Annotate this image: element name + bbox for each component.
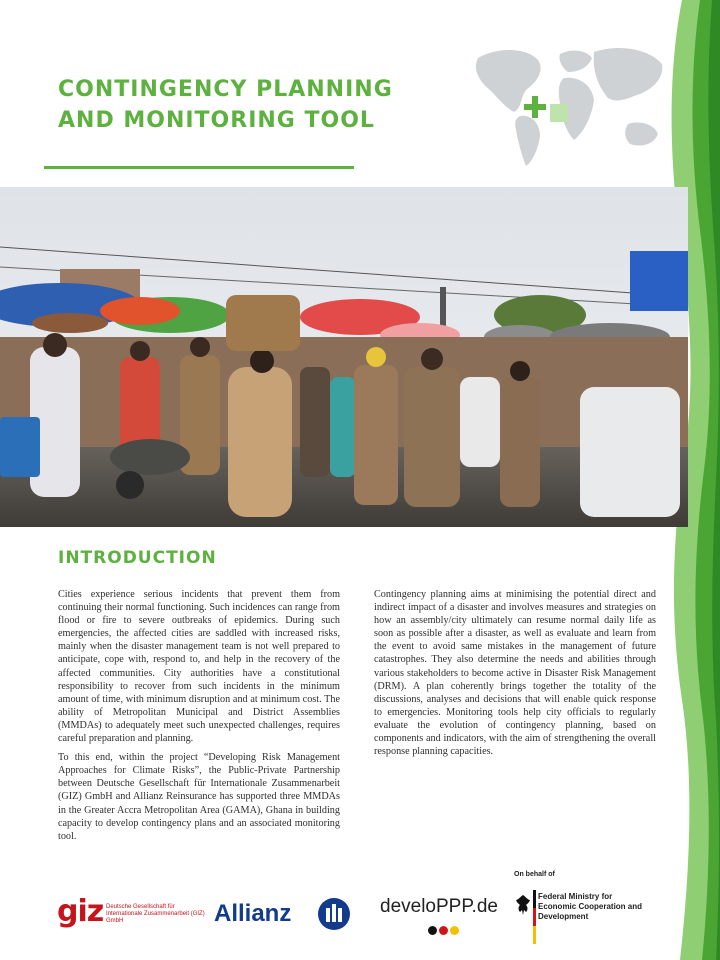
intro-paragraph: To this end, within the project “Developing Risk Management Approaches for Climate Risks”, the Public-Private Partnership between Deutsche Gesellschaft für Internationale Zusammenarbeit (GIZ) GmbH and Allianz Reinsurance has supported three MMDAs in the Greater Accra Metropolitan Area (GAMA), Ghana in building capacity to develop contingency plans and an associated monitoring tool.	[58, 752, 340, 842]
on-behalf-label: On behalf of	[514, 871, 555, 878]
intro-right-column	[374, 588, 656, 764]
giz-logo-text: Deutsche Gesellschaft für Internationale Zusammenarbeit (GIZ) GmbH	[106, 904, 205, 924]
german-flag-dots-icon	[428, 922, 461, 940]
german-flag-bar	[533, 890, 536, 944]
allianz-eagle-icon	[318, 898, 350, 930]
developpp-logo: develoPPP.de	[380, 896, 498, 917]
title-underline	[44, 166, 354, 169]
section-heading-introduction: INTRODUCTION	[58, 548, 217, 568]
intro-left-column	[58, 588, 340, 849]
intro-paragraph: Contingency planning aims at minimising the potential direct and indirect impact of a disaster and involves measures and strategies on how an assembly/city ultimately can resume normal daily life as soon as possible after a disaster, as well as evaluate and learn from the event to avoid same mistakes in the management of future catastrophes. They also determine the needs and abilities through various stakeholders to become active in Disaster Risk Management (DRM). A plan coherently brings together the totality of the discussions, analyses and decisions that will enable quick response to emergencies. Monitoring tools help city officials to regularly evaluate the evolution of contingency planning, based on components and indicators, with the aim of strengthening the overall response planning capacities.	[374, 589, 656, 758]
federal-eagle-icon	[514, 894, 532, 916]
partner-logos	[0, 860, 720, 960]
intro-paragraph: Cities experience serious incidents that prevent them from continuing their normal functioning. Such incidences can range from flood or fire to severe outbreaks of epidemics. During such emergencies, the affected cities are saddled with increased risks, mainly when the disaster management team is not well prepared to anticipate, cope with, respond to, and help in the recovery of the affected communities. City authorities have a constitutional responsibility to recover from such incidents in the minimum amount of time, with minimum disruption and at minimum cost. The ability of Metropolitan Municipal and District Assemblies (MMDAs) to adequately meet such unexpected challenges, requires careful preparation and planning.	[58, 589, 340, 745]
allianz-logo: Allianz	[214, 900, 292, 927]
page-title: CONTINGENCY PLANNING AND MONITORING TOOL	[58, 77, 393, 133]
ministry-name: Federal Ministry for Economic Cooperation and Development	[538, 892, 643, 921]
market-photo	[0, 187, 688, 527]
giz-logo: giz	[57, 894, 104, 929]
world-map-plus-icon	[468, 38, 668, 170]
